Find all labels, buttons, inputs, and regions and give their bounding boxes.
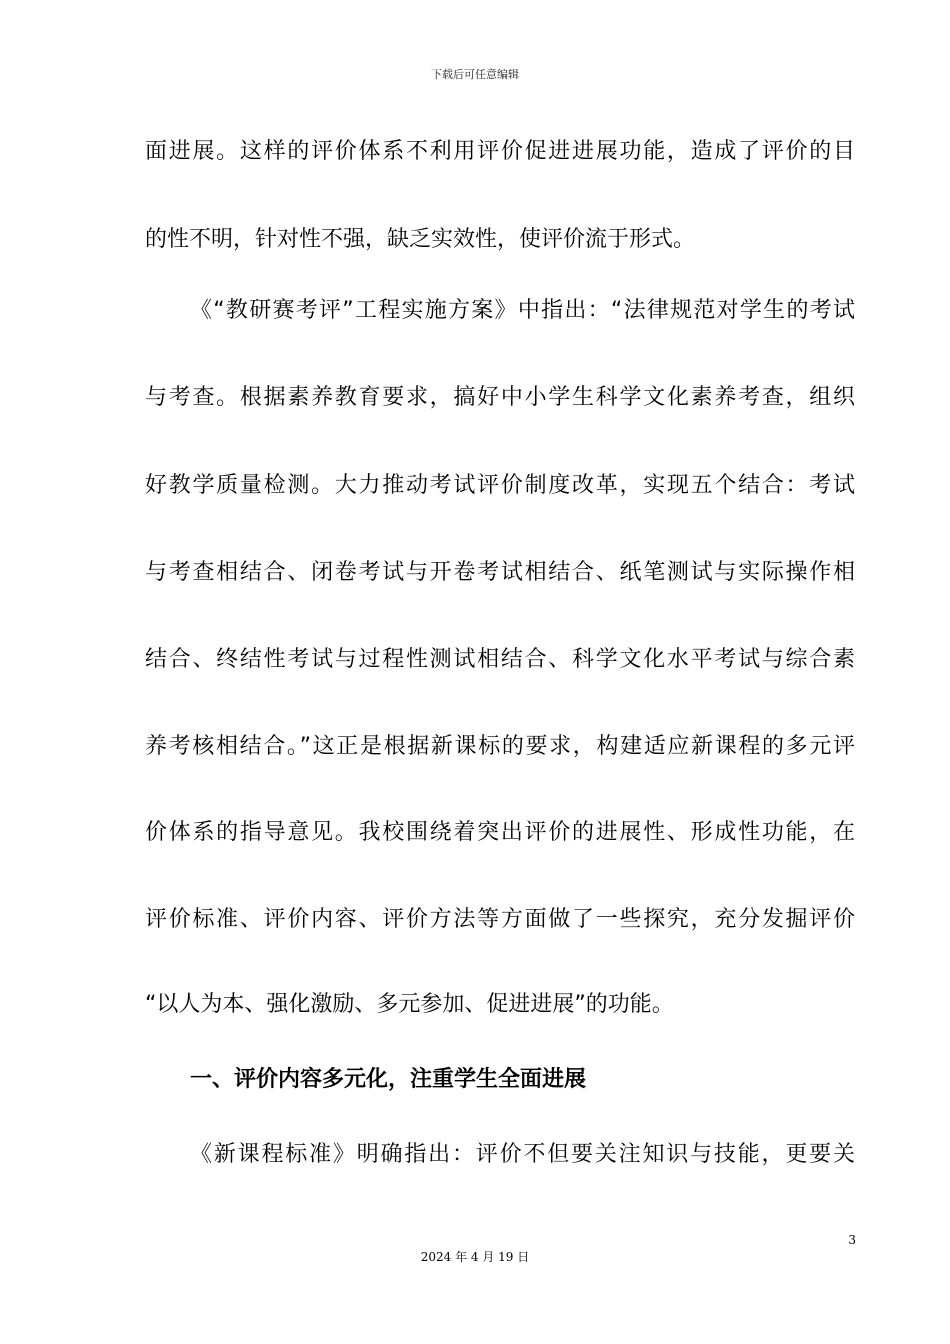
page-header: 下载后可任意编辑 (431, 68, 519, 81)
body-line: 价体系的指导意见。我校围绕着突出评价的进展性、形成性功能，在 (145, 820, 855, 845)
body-line: 评价标准、评价内容、评价方法等方面做了一些探究，充分发掘评价 (145, 907, 855, 932)
page-number: 3 (848, 1233, 856, 1247)
body-line: 与考查。根据素养教育要求，搞好中小学生科学文化素养考查，组织 (145, 385, 855, 410)
body-line: 好教学质量检测。大力推动考试评价制度改革，实现五个结合：考试 (145, 473, 855, 498)
body-line: 《新课程标准》明确指出：评价不但要关注知识与技能，更要关 (190, 1142, 855, 1167)
body-line: 《“教研赛考评”工程实施方案》中指出：“法律规范对学生的考试 (190, 298, 855, 323)
page-footer-date: 2024 年 4 月 19 日 (420, 1250, 530, 1264)
body-line: 的性不明，针对性不强，缺乏实效性，使评价流于形式。 (145, 227, 696, 252)
body-line: 结合、终结性考试与过程性测试相结合、科学文化水平考试与综合素 (145, 647, 855, 672)
body-line: 养考核相结合。”这正是根据新课标的要求，构建适应新课程的多元评 (145, 734, 855, 759)
section-heading: 一、评价内容多元化，注重学生全面进展 (190, 1067, 587, 1092)
body-line: 面进展。这样的评价体系不利用评价促进进展功能，造成了评价的目 (145, 139, 855, 164)
body-line: 与考查相结合、闭卷考试与开卷考试相结合、纸笔测试与实际操作相 (145, 560, 855, 585)
body-line: “以人为本、强化激励、多元参加、促进进展”的功能。 (145, 992, 674, 1017)
